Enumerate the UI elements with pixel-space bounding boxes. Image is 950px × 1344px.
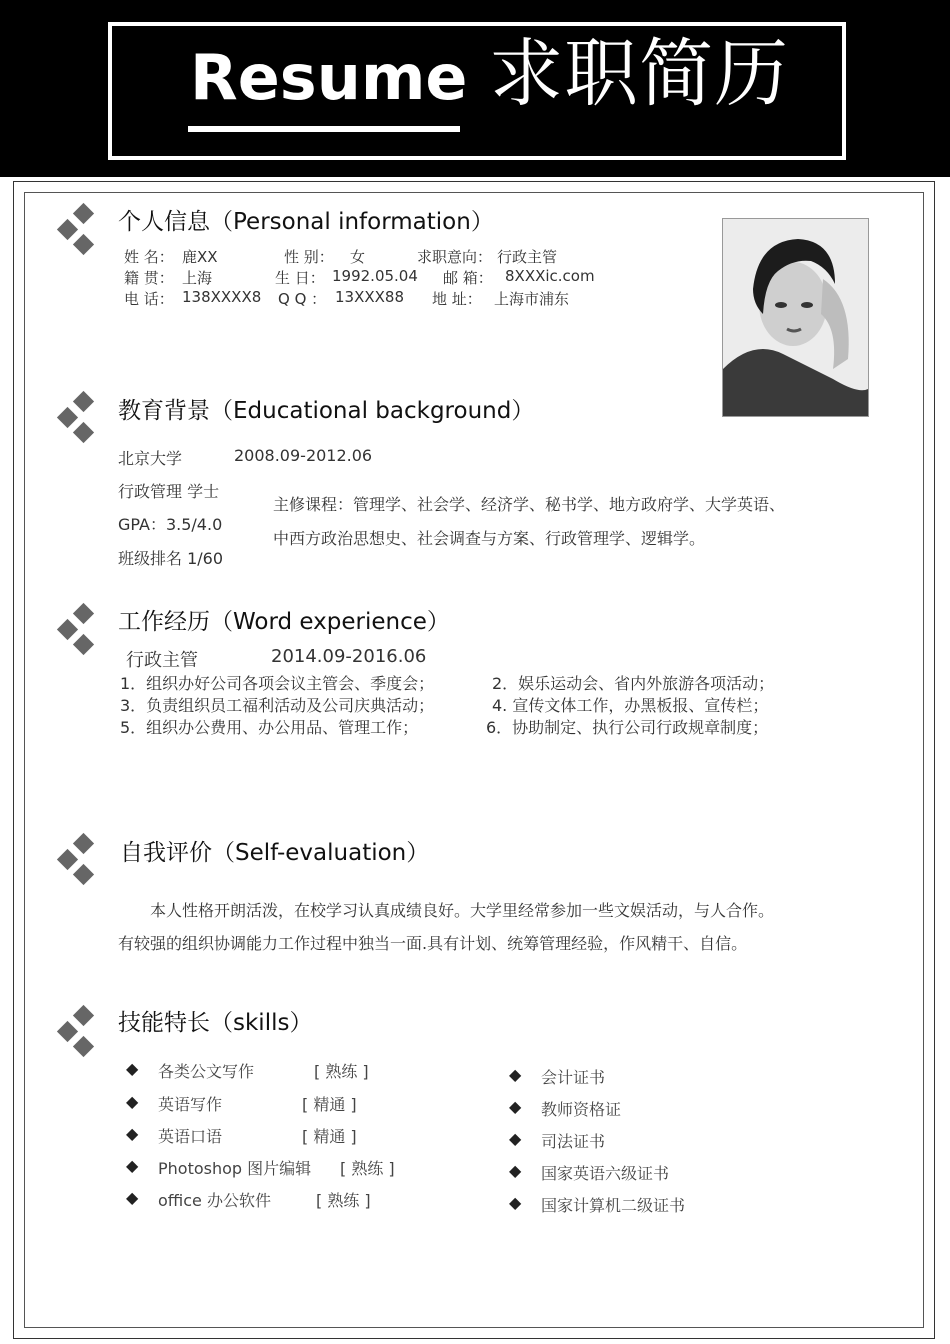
diamond-cluster-icon [54, 390, 98, 446]
hometown-value: 上海 [182, 269, 213, 287]
certificate-item: 司法证书 [541, 1132, 606, 1151]
profile-photo [722, 218, 869, 417]
duty-item: 3．负责组织员工福利活动及公司庆典活动； [120, 696, 435, 715]
diamond-cluster-icon [54, 1004, 98, 1060]
diamond-cluster-icon [54, 202, 98, 258]
education-period: 2008.09-2012.06 [234, 446, 373, 465]
diamond-bullet-icon: ◆ [126, 1059, 139, 1078]
diamond-bullet-icon: ◆ [126, 1092, 139, 1111]
certificate-item: 国家英语六级证书 [541, 1164, 670, 1183]
degree: 行政管理 学士 [118, 482, 220, 501]
duty-item: 4. 宣传文体工作，办黑板报、宣传栏； [492, 696, 769, 715]
email-label: 邮 箱： [443, 269, 493, 287]
header-banner [0, 0, 950, 177]
skill-level: [ 熟练 ] [314, 1062, 369, 1081]
diamond-bullet-icon: ◆ [509, 1097, 522, 1116]
skill-name: office 办公软件 [158, 1191, 271, 1210]
portrait-image [723, 219, 868, 416]
education-heading: 教育背景（Educational background） [118, 398, 535, 424]
school-name: 北京大学 [118, 449, 183, 468]
skill-name: 英语写作 [158, 1095, 223, 1114]
skill-level: [ 精通 ] [302, 1095, 357, 1114]
courses-line-2: 中西方政治思想史、社会调查与方案、行政管理学、逻辑学。 [273, 529, 706, 548]
title-cn: 求职简历 [489, 31, 790, 117]
birthday-label: 生 日： [275, 269, 325, 287]
email-value: 8XXXic.com [505, 267, 595, 285]
title-en: Resume [190, 41, 468, 114]
certificate-item: 国家计算机二级证书 [541, 1196, 686, 1215]
name-value: 鹿XX [182, 248, 218, 266]
courses-line-1: 主修课程：管理学、社会学、经济学、秘书学、地方政府学、大学英语、 [273, 495, 786, 514]
work-heading: 工作经历（Word experience） [118, 609, 450, 635]
phone-label: 电 话： [124, 290, 174, 308]
diamond-bullet-icon: ◆ [509, 1129, 522, 1148]
hometown-label: 籍 贯： [124, 269, 174, 287]
diamond-bullet-icon: ◆ [509, 1161, 522, 1180]
birthday-value: 1992.05.04 [332, 267, 418, 285]
self-evaluation-line-2: 有较强的组织协调能力工作过程中独当一面.具有计划、统筹管理经验，作风精干、自信。 [118, 934, 748, 953]
duty-item: 5．组织办公费用、办公用品、管理工作； [120, 718, 419, 737]
class-rank: 班级排名 1/60 [118, 549, 224, 568]
objective-value: 行政主管 [497, 248, 558, 266]
diamond-bullet-icon: ◆ [126, 1124, 139, 1143]
name-label: 姓 名： [124, 248, 174, 266]
skill-level: [ 精通 ] [302, 1127, 357, 1146]
diamond-bullet-icon: ◆ [126, 1156, 139, 1175]
diamond-bullet-icon: ◆ [509, 1193, 522, 1212]
diamond-cluster-icon [54, 602, 98, 658]
page-title [190, 24, 789, 128]
skill-name: 英语口语 [158, 1127, 223, 1146]
certificate-item: 教师资格证 [541, 1100, 622, 1119]
address-value: 上海市浦东 [494, 290, 570, 308]
skill-name: Photoshop 图片编辑 [158, 1159, 312, 1178]
job-position: 行政主管 [126, 650, 198, 671]
skill-level: [ 熟练 ] [340, 1159, 395, 1178]
duty-item: 2．娱乐运动会、省内外旅游各项活动； [492, 674, 775, 693]
self-evaluation-line-1: 本人性格开朗活泼，在校学习认真成绩良好。大学里经常参加一些文娱活动，与人合作。 [150, 901, 775, 920]
diamond-bullet-icon: ◆ [126, 1188, 139, 1207]
duty-item: 6．协助制定、执行公司行政规章制度； [486, 718, 769, 737]
certificate-item: 会计证书 [541, 1068, 606, 1087]
gender-value: 女 [350, 248, 366, 266]
qq-label: Q Q ： [278, 290, 327, 308]
personal-heading: 个人信息（Personal information） [118, 209, 494, 235]
title-underline [188, 126, 460, 132]
diamond-bullet-icon: ◆ [509, 1065, 522, 1084]
objective-label: 求职意向： [417, 248, 493, 266]
diamond-cluster-icon [54, 832, 98, 888]
gpa: GPA：3.5/4.0 [118, 515, 223, 534]
gender-label: 性 别： [284, 248, 334, 266]
qq-value: 13XXX88 [335, 288, 405, 306]
address-label: 地 址： [432, 290, 482, 308]
phone-value: 138XXXX8 [182, 288, 262, 306]
skill-name: 各类公文写作 [158, 1062, 255, 1081]
duty-item: 1．组织办好公司各项会议主管会、季度会； [120, 674, 435, 693]
skills-heading: 技能特长（skills） [118, 1010, 313, 1036]
skill-level: [ 熟练 ] [316, 1191, 371, 1210]
self-heading: 自我评价（Self-evaluation） [120, 840, 430, 866]
job-period: 2014.09-2016.06 [271, 646, 427, 667]
